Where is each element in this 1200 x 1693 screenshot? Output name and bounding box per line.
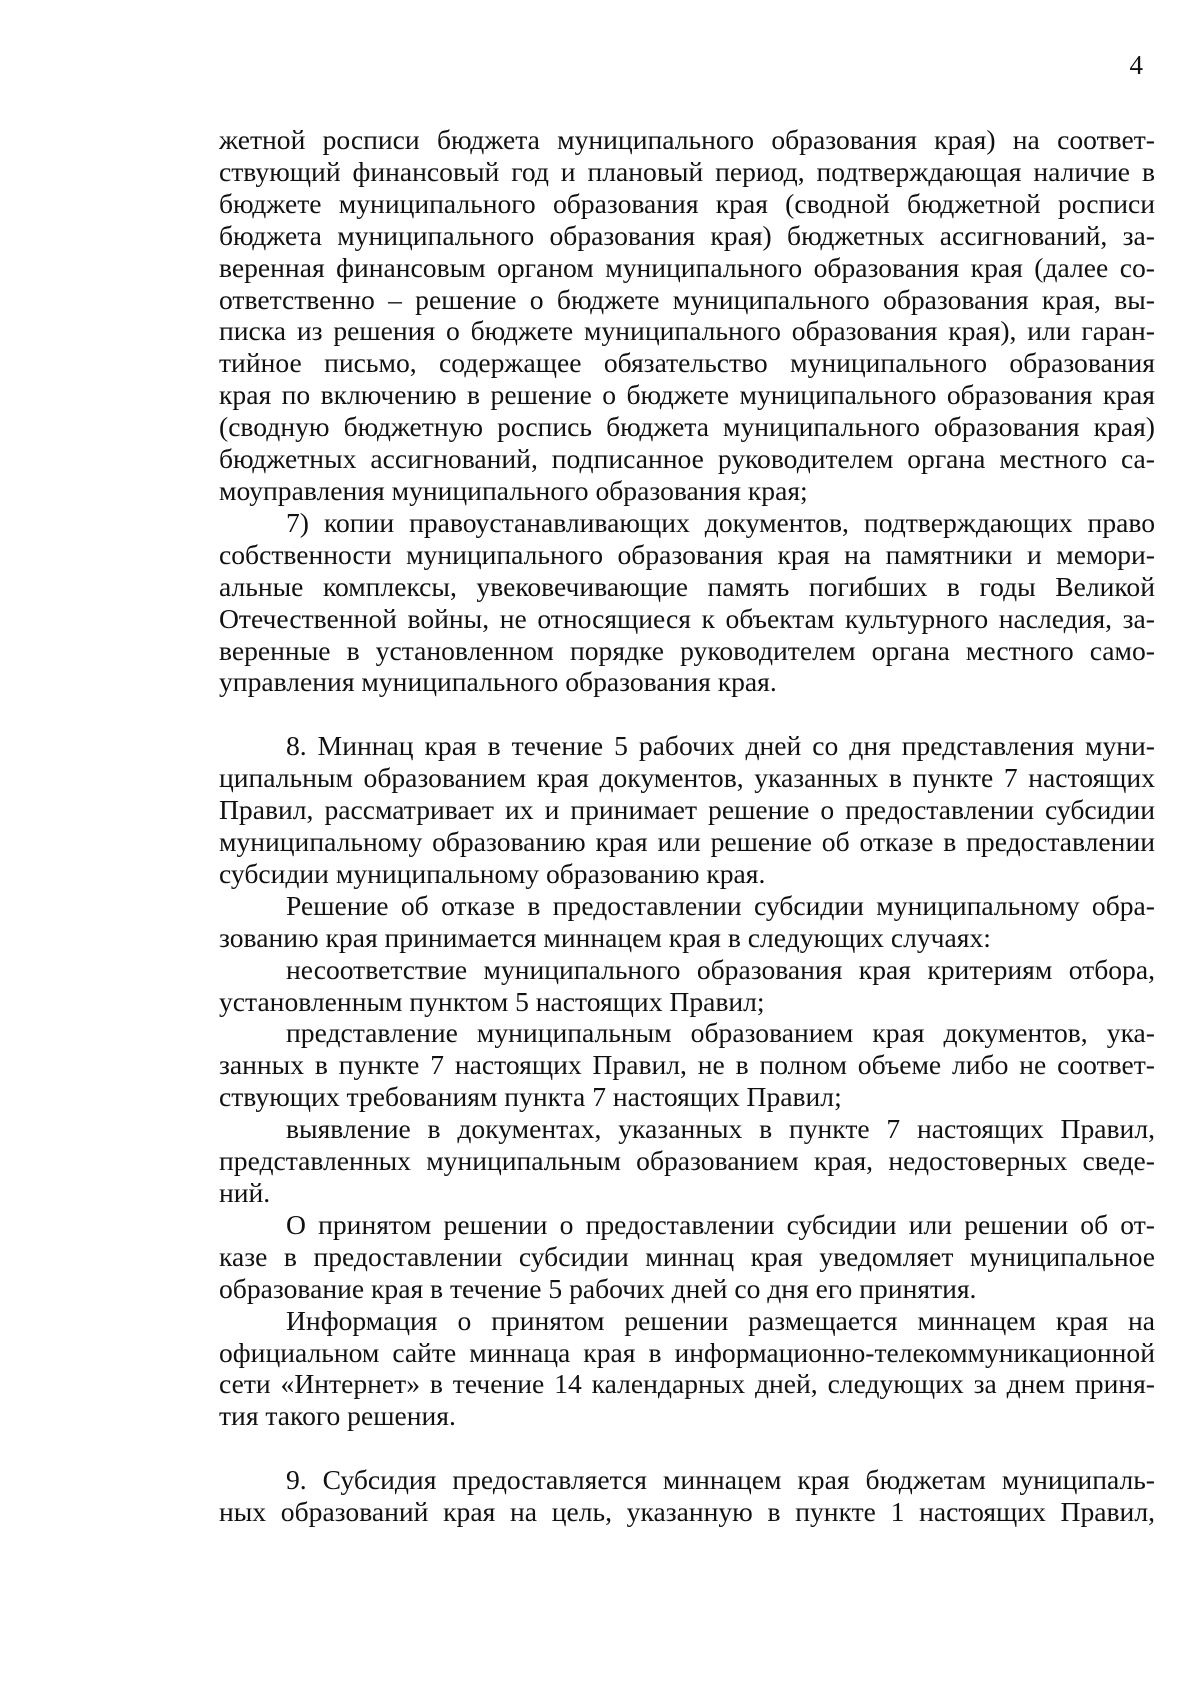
text-line: казе в предоставлении субсидии миннац края уведомляет муниципальное — [219, 1240, 1155, 1272]
text-line: установленным пунктом 5 настоящих Правил; — [219, 985, 765, 1017]
text-line: края по включению в решение о бюджете муниципального образования края — [219, 379, 1155, 411]
text-line: муниципальному образованию края или решение об отказе в предоставлении — [219, 826, 1155, 858]
text-line: 9. Субсидия предоставляется миннацем края бюджетам муниципаль- — [286, 1464, 1155, 1496]
text-line: (сводную бюджетную роспись бюджета муниципального образования края) — [219, 411, 1155, 443]
text-line: управления муниципального образования края. — [219, 666, 777, 698]
paragraph-item-9 — [219, 1464, 1155, 1528]
text-line: ний. — [219, 1177, 271, 1208]
paragraph-gap — [219, 1432, 1155, 1464]
text-line: официальном сайте миннаца края в информационно-телекоммуникационной — [219, 1336, 1155, 1368]
text-line: собственности муниципального образования края на памятники и мемори- — [219, 538, 1155, 570]
text-line: субсидии муниципальному образованию края. — [219, 857, 766, 889]
paragraph-item-7 — [219, 507, 1155, 698]
paragraph-refusal-decision — [219, 890, 1155, 954]
document-body — [219, 124, 1155, 1528]
text-line: представление муниципальным образованием края документов, ука- — [286, 1017, 1155, 1049]
text-line: О принятом решении о предоставлении субсидии или решении об от- — [286, 1208, 1155, 1240]
text-line: моуправления муниципального образования края; — [219, 474, 808, 506]
paragraph-publication — [219, 1305, 1155, 1433]
text-line: веренная финансовым органом муниципального образования края (далее со- — [219, 251, 1155, 283]
text-line: зованию края принимается миннацем края в следующих случаях: — [219, 921, 991, 953]
text-line: Решение об отказе в предоставлении субсидии муниципальному обра- — [286, 889, 1155, 921]
paragraph-item-6-continuation — [219, 124, 1155, 507]
paragraph-refusal-case-3 — [219, 1113, 1155, 1209]
text-line: жетной росписи бюджета муниципального образования края) на соответ- — [219, 124, 1155, 155]
text-line: занных в пункте 7 настоящих Правил, не в полном объеме либо не соответ- — [219, 1049, 1155, 1081]
text-line: ствующий финансовый год и плановый период, подтверждающая наличие в — [219, 155, 1155, 187]
text-line: ципальным образованием края документов, указанных в пункте 7 настоящих — [219, 762, 1155, 794]
text-line: тия такого решения. — [219, 1400, 456, 1432]
text-line: несоответствие муниципального образования края критериям отбора, — [286, 953, 1155, 985]
text-line: писка из решения о бюджете муниципального образования края), или гаран- — [219, 315, 1155, 347]
text-line: Правил, рассматривает их и принимает решение о предоставлении субсидии — [219, 794, 1155, 826]
paragraph-notification — [219, 1209, 1155, 1305]
text-line: ных образований края на цель, указанную в пункте 1 настоящих Правил, — [219, 1496, 1155, 1528]
page-number: 4 — [1129, 50, 1143, 80]
text-line: бюджете муниципального образования края (сводной бюджетной росписи — [219, 187, 1155, 219]
text-line: альные комплексы, увековечивающие память погибших в годы Великой — [219, 570, 1155, 602]
text-line: тийное письмо, содержащее обязательство муниципального образования — [219, 347, 1155, 379]
text-line: образование края в течение 5 рабочих дней со дня его принятия. — [219, 1272, 977, 1304]
text-line: Информация о принятом решении размещается миннацем края на — [286, 1304, 1155, 1336]
text-line: выявление в документах, указанных в пункте 7 настоящих Правил, — [286, 1113, 1155, 1145]
paragraph-item-8 — [219, 730, 1155, 890]
text-line: ответственно – решение о бюджете муниципального образования края, вы- — [219, 283, 1155, 315]
paragraph-gap — [219, 698, 1155, 730]
text-line: представленных муниципальным образованием края, недостоверных сведе- — [219, 1145, 1155, 1177]
text-line: ствующих требованиям пункта 7 настоящих Правил; — [219, 1081, 842, 1113]
text-line: бюджета муниципального образования края) бюджетных ассигнований, за- — [219, 219, 1155, 251]
text-line: Отечественной войны, не относящиеся к объектам культурного наследия, за- — [219, 602, 1155, 634]
text-line: веренные в установленном порядке руководителем органа местного само- — [219, 634, 1155, 666]
text-line: 8. Миннац края в течение 5 рабочих дней со дня представления муни- — [286, 730, 1155, 762]
text-line: 7) копии правоустанавливающих документов, подтверждающих право — [286, 506, 1155, 538]
paragraph-refusal-case-1 — [219, 954, 1155, 1018]
text-line: бюджетных ассигнований, подписанное руководителем органа местного са- — [219, 443, 1155, 475]
paragraph-refusal-case-2 — [219, 1017, 1155, 1113]
text-line: сети «Интернет» в течение 14 календарных дней, следующих за днем приня- — [219, 1368, 1155, 1400]
